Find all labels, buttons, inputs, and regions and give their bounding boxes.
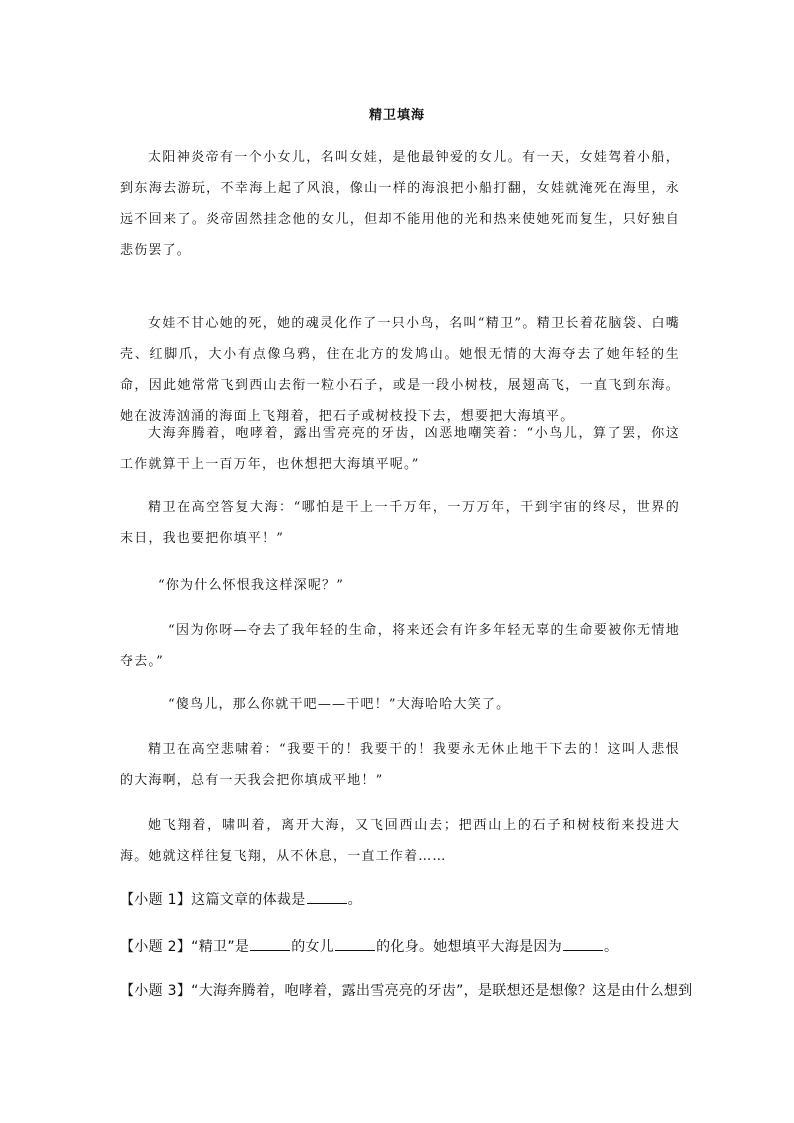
paragraph-7: “傻鸟儿，那么你就干吧——干吧！”大海哈哈大笑了。	[168, 697, 511, 712]
question-3-label: 【小题 3】	[120, 983, 192, 999]
question-2-text-a: “精卫”是	[191, 939, 250, 955]
question-3	[120, 981, 700, 1001]
question-2-text-b: 的女儿	[291, 939, 335, 955]
question-3-text: “大海奔腾着，咆哮着，露出雪亮亮的牙齿”，是联想还是想像？这是由什么想到	[191, 983, 693, 999]
answer-blank-2b[interactable]	[335, 936, 375, 951]
question-1-text: 这篇文章的体裁是	[191, 892, 306, 908]
question-2-text-c: 的化身。她想填平大海是因为	[376, 939, 562, 955]
paragraph-9: 她飞翔着，啸叫着，离开大海，又飞回西山去；把西山上的石子和树枝衔来投进大海。她就这样往复飞翔，从不休息，一直工作着……	[120, 818, 680, 864]
paragraph-8: 精卫在高空悲啸着：“我要干的！我要干的！我要永无休止地干下去的！这叫人悲恨的大海啊，总有一天我会把你填成平地！”	[120, 742, 680, 788]
question-2	[120, 936, 700, 957]
paragraph-1: 太阳神炎帝有一个小女儿，名叫女娃，是他最钟爱的女儿。有一天，女娃驾着小船，到东海去游玩，不幸海上起了风浪，像山一样的海浪把小船打翻，女娃就淹死在海里，永远不回来了。炎帝固然挂念他的女儿，但却不能用他的光和热来使她死而复生，只好独自悲伤罢了。	[120, 150, 680, 258]
question-1	[120, 889, 700, 910]
document-title: 精卫填海	[368, 108, 425, 123]
paragraph-3: 大海奔腾着，咆哮着，露出雪亮亮的牙齿，凶恶地嘲笑着：“小鸟儿，算了罢，你这工作就算干上一百万年，也休想把大海填平呢。”	[120, 426, 680, 472]
paragraph-5: “你为什么怀恨我这样深呢？”	[158, 578, 345, 593]
paragraph-2: 女娃不甘心她的死，她的魂灵化作了一只小鸟，名叫“精卫”。精卫长着花脑袋、白嘴壳、红脚爪，大小有点像乌鸦，住在北方的发鸠山。她恨无情的大海夺去了她年轻的生命，因此她常常飞到西山去衔一粒小石子，或是一段小树枝，展翅高飞，一直飞到东海。她在波涛汹涌的海面上飞翔着，把石子或树枝投下去，想要把大海填平。	[120, 316, 680, 424]
question-2-label: 【小题 2】	[120, 939, 192, 955]
answer-blank-2c[interactable]	[563, 936, 603, 951]
paragraph-4: 精卫在高空答复大海：“哪怕是干上一千万年，一万万年，干到宇宙的终尽，世界的末日，我也要把你填平！”	[120, 500, 680, 546]
answer-blank-1[interactable]	[307, 889, 347, 904]
question-1-label: 【小题 1】	[120, 892, 192, 908]
answer-blank-2a[interactable]	[250, 936, 290, 951]
question-1-end: 。	[347, 892, 362, 908]
paragraph-6: “因为你呀—夺去了我年轻的生命，将来还会有许多年轻无辜的生命要被你无情地夺去。”	[120, 623, 680, 669]
question-2-end: 。	[604, 939, 619, 955]
